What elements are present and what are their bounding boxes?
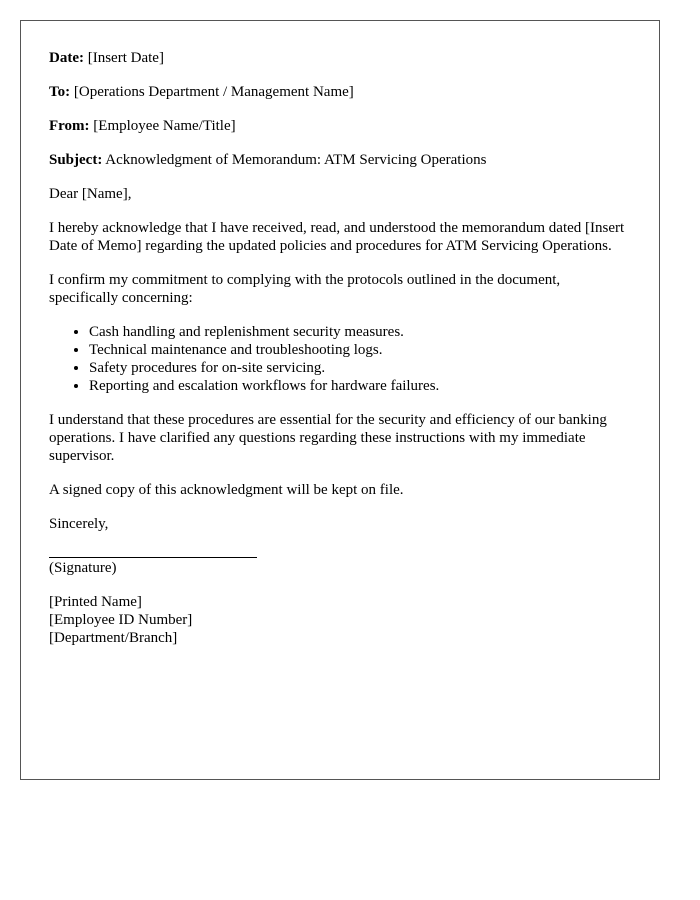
to-label: To: (49, 84, 71, 100)
letter-page (20, 20, 660, 780)
acknowledgment-paragraph: I hereby acknowledge that I have received, read, and understood the memorandum dated [Insert Date of Memo] regarding the updated policies and procedures for ATM Servicing Operations. (49, 220, 625, 254)
from-value: [Employee Name/Title] (93, 118, 236, 134)
salutation: Dear [Name], (49, 186, 132, 202)
department-branch: [Department/Branch] (49, 630, 178, 646)
date-value: [Insert Date] (87, 50, 164, 66)
to-line (49, 83, 631, 101)
list-item: • Technical maintenance and troubleshooting logs. (89, 341, 631, 359)
to-value: [Operations Department / Management Name] (73, 84, 354, 100)
list-item: • Safety procedures for on-site servicing. (89, 359, 631, 377)
from-label: From: (49, 118, 90, 134)
from-line (49, 117, 631, 135)
signature-label: (Signature) (49, 560, 117, 576)
understanding-paragraph: I understand that these procedures are essential for the security and efficiency of our banking operations. I have clarified any questions regarding these instructions with my immediate supervisor. (49, 412, 607, 464)
subject-value: Acknowledgment of Memorandum: ATM Servicing Operations (105, 152, 487, 168)
employee-id: [Employee ID Number] (49, 612, 193, 628)
date-label: Date: (49, 50, 84, 66)
date-line (49, 49, 631, 67)
closing: Sincerely, (49, 516, 109, 532)
protocol-list (49, 323, 631, 395)
printed-name: [Printed Name] (49, 594, 142, 610)
list-item: • Cash handling and replenishment security measures. (89, 323, 631, 341)
subject-line (49, 151, 631, 169)
commitment-paragraph: I confirm my commitment to complying with the protocols outlined in the document, specifically concerning: (49, 272, 561, 306)
signer-details (49, 593, 631, 647)
file-copy-paragraph: A signed copy of this acknowledgment will be kept on file. (49, 482, 404, 498)
list-item: • Reporting and escalation workflows for hardware failures. (89, 377, 631, 395)
signature-line (49, 557, 257, 558)
subject-label: Subject: (49, 152, 103, 168)
